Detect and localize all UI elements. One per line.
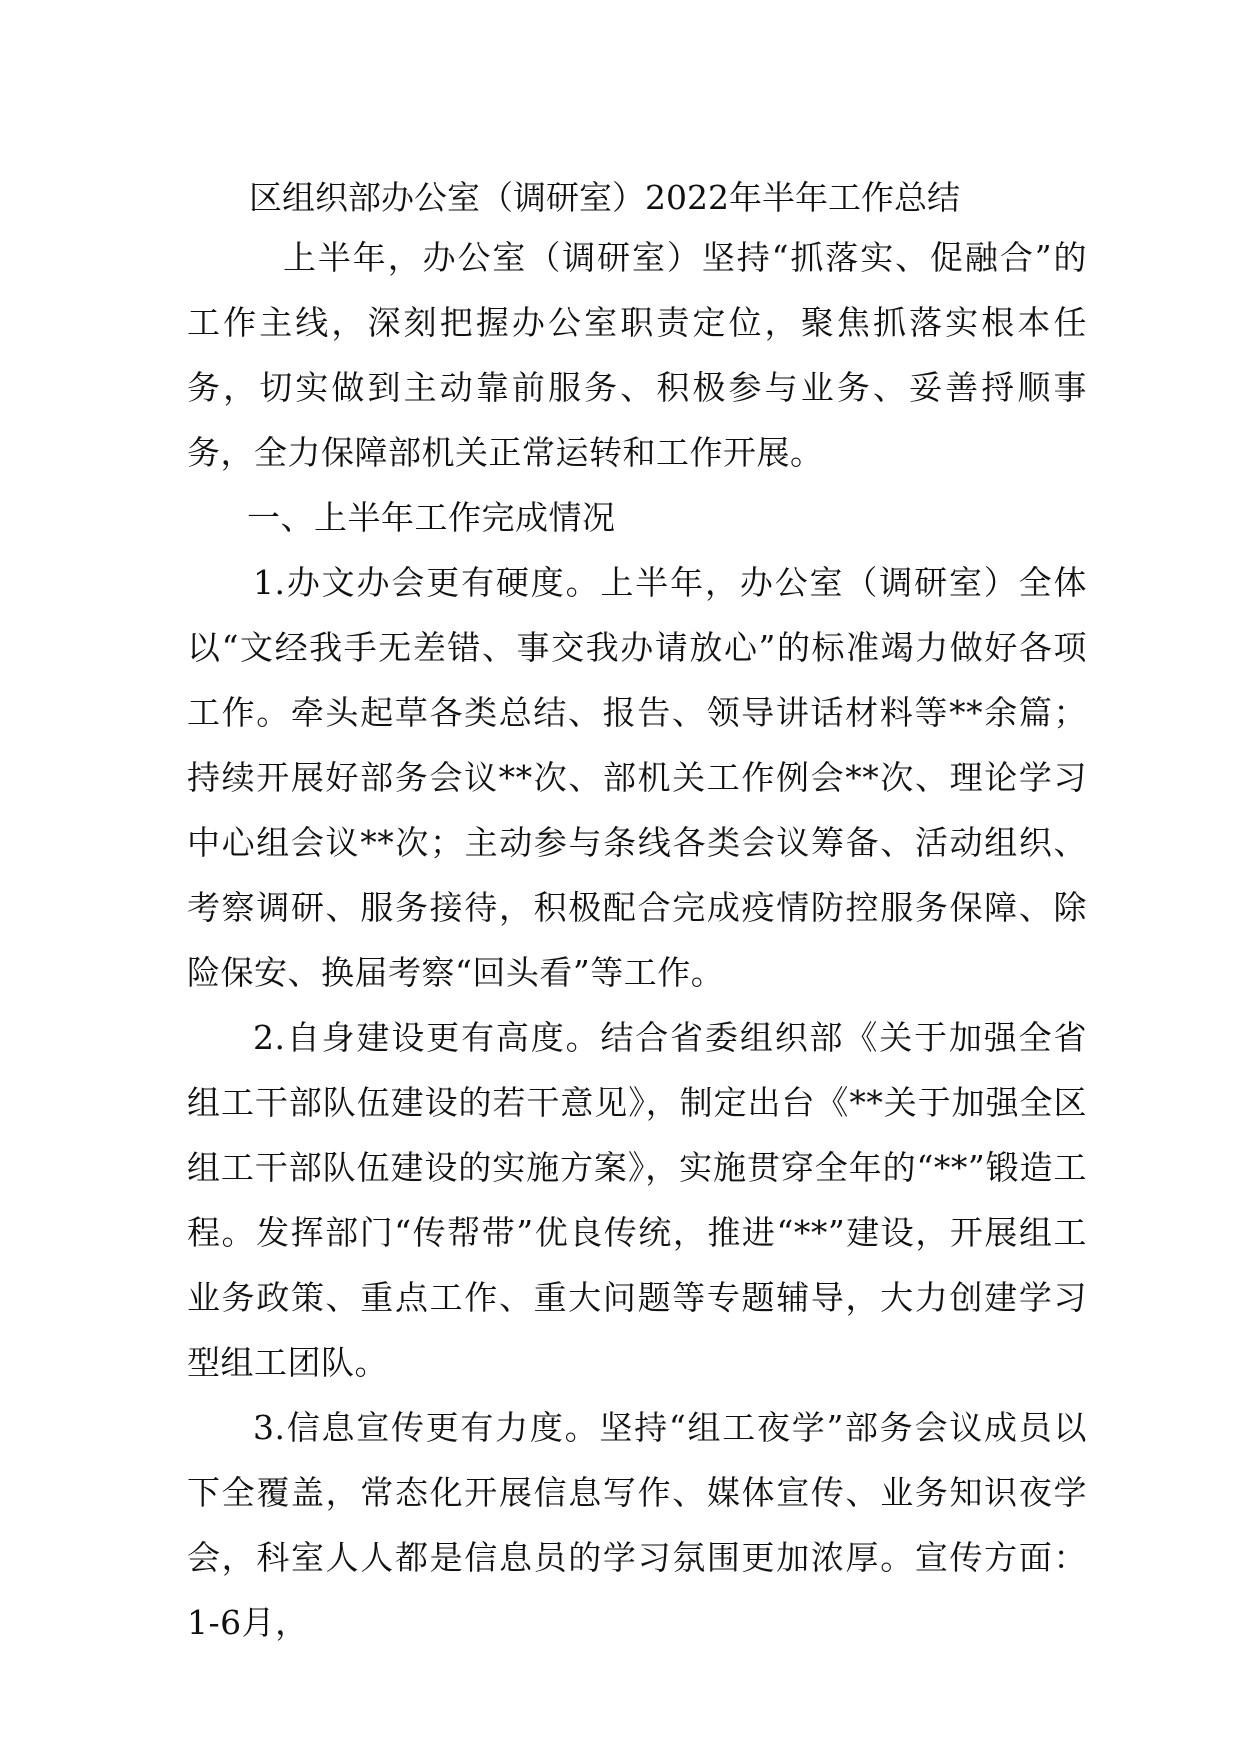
paragraph-item-2: 2.自身建设更有高度。结合省委组织部《关于加强全省组工干部队伍建设的若干意见》，制定出台《**关于加强全区组工干部队伍建设的实施方案》，实施贯穿全年的“**”锻造工程。发挥部门“传帮带”优良传统，推进“**”建设，开展组工业务政策、重点工作、重大问题等专题辅导，大力创建学习型组工团队。 (187, 1018, 1087, 1382)
section-heading: 一、上半年工作完成情况 (247, 498, 616, 537)
paragraph-item-1: 1.办文办会更有硬度。上半年，办公室（调研室）全体以“文经我手无差错、事交我办请放心”的标准竭力做好各项工作。牵头起草各类总结、报告、领导讲话材料等**余篇；持续开展好部务会议**次、部机关工作例会**次、理论学习中心组会议**次；主动参与条线各类会议筹备、活动组织、考察调研、服务接待，积极配合完成疫情防控服务保障、除险保安、换届考察“回头看”等工作。 (187, 563, 1087, 992)
document-title: 区组织部办公室（调研室）2022年半年工作总结 (249, 178, 960, 217)
document-body (187, 170, 1087, 1655)
intro-paragraph: 上半年，办公室（调研室）坚持“抓落实、促融合”的工作主线，深刻把握办公室职责定位，聚焦抓落实根本任务，切实做到主动靠前服务、积极参与业务、妥善捋顺事务，全力保障部机关正常运转和工作开展。 (187, 238, 1087, 472)
paragraph-item-3: 3.信息宣传更有力度。坚持“组工夜学”部务会议成员以下全覆盖，常态化开展信息写作、媒体宣传、业务知识夜学会，科室人人都是信息员的学习氛围更加浓厚。宣传方面：1-6月， (187, 1408, 1087, 1642)
